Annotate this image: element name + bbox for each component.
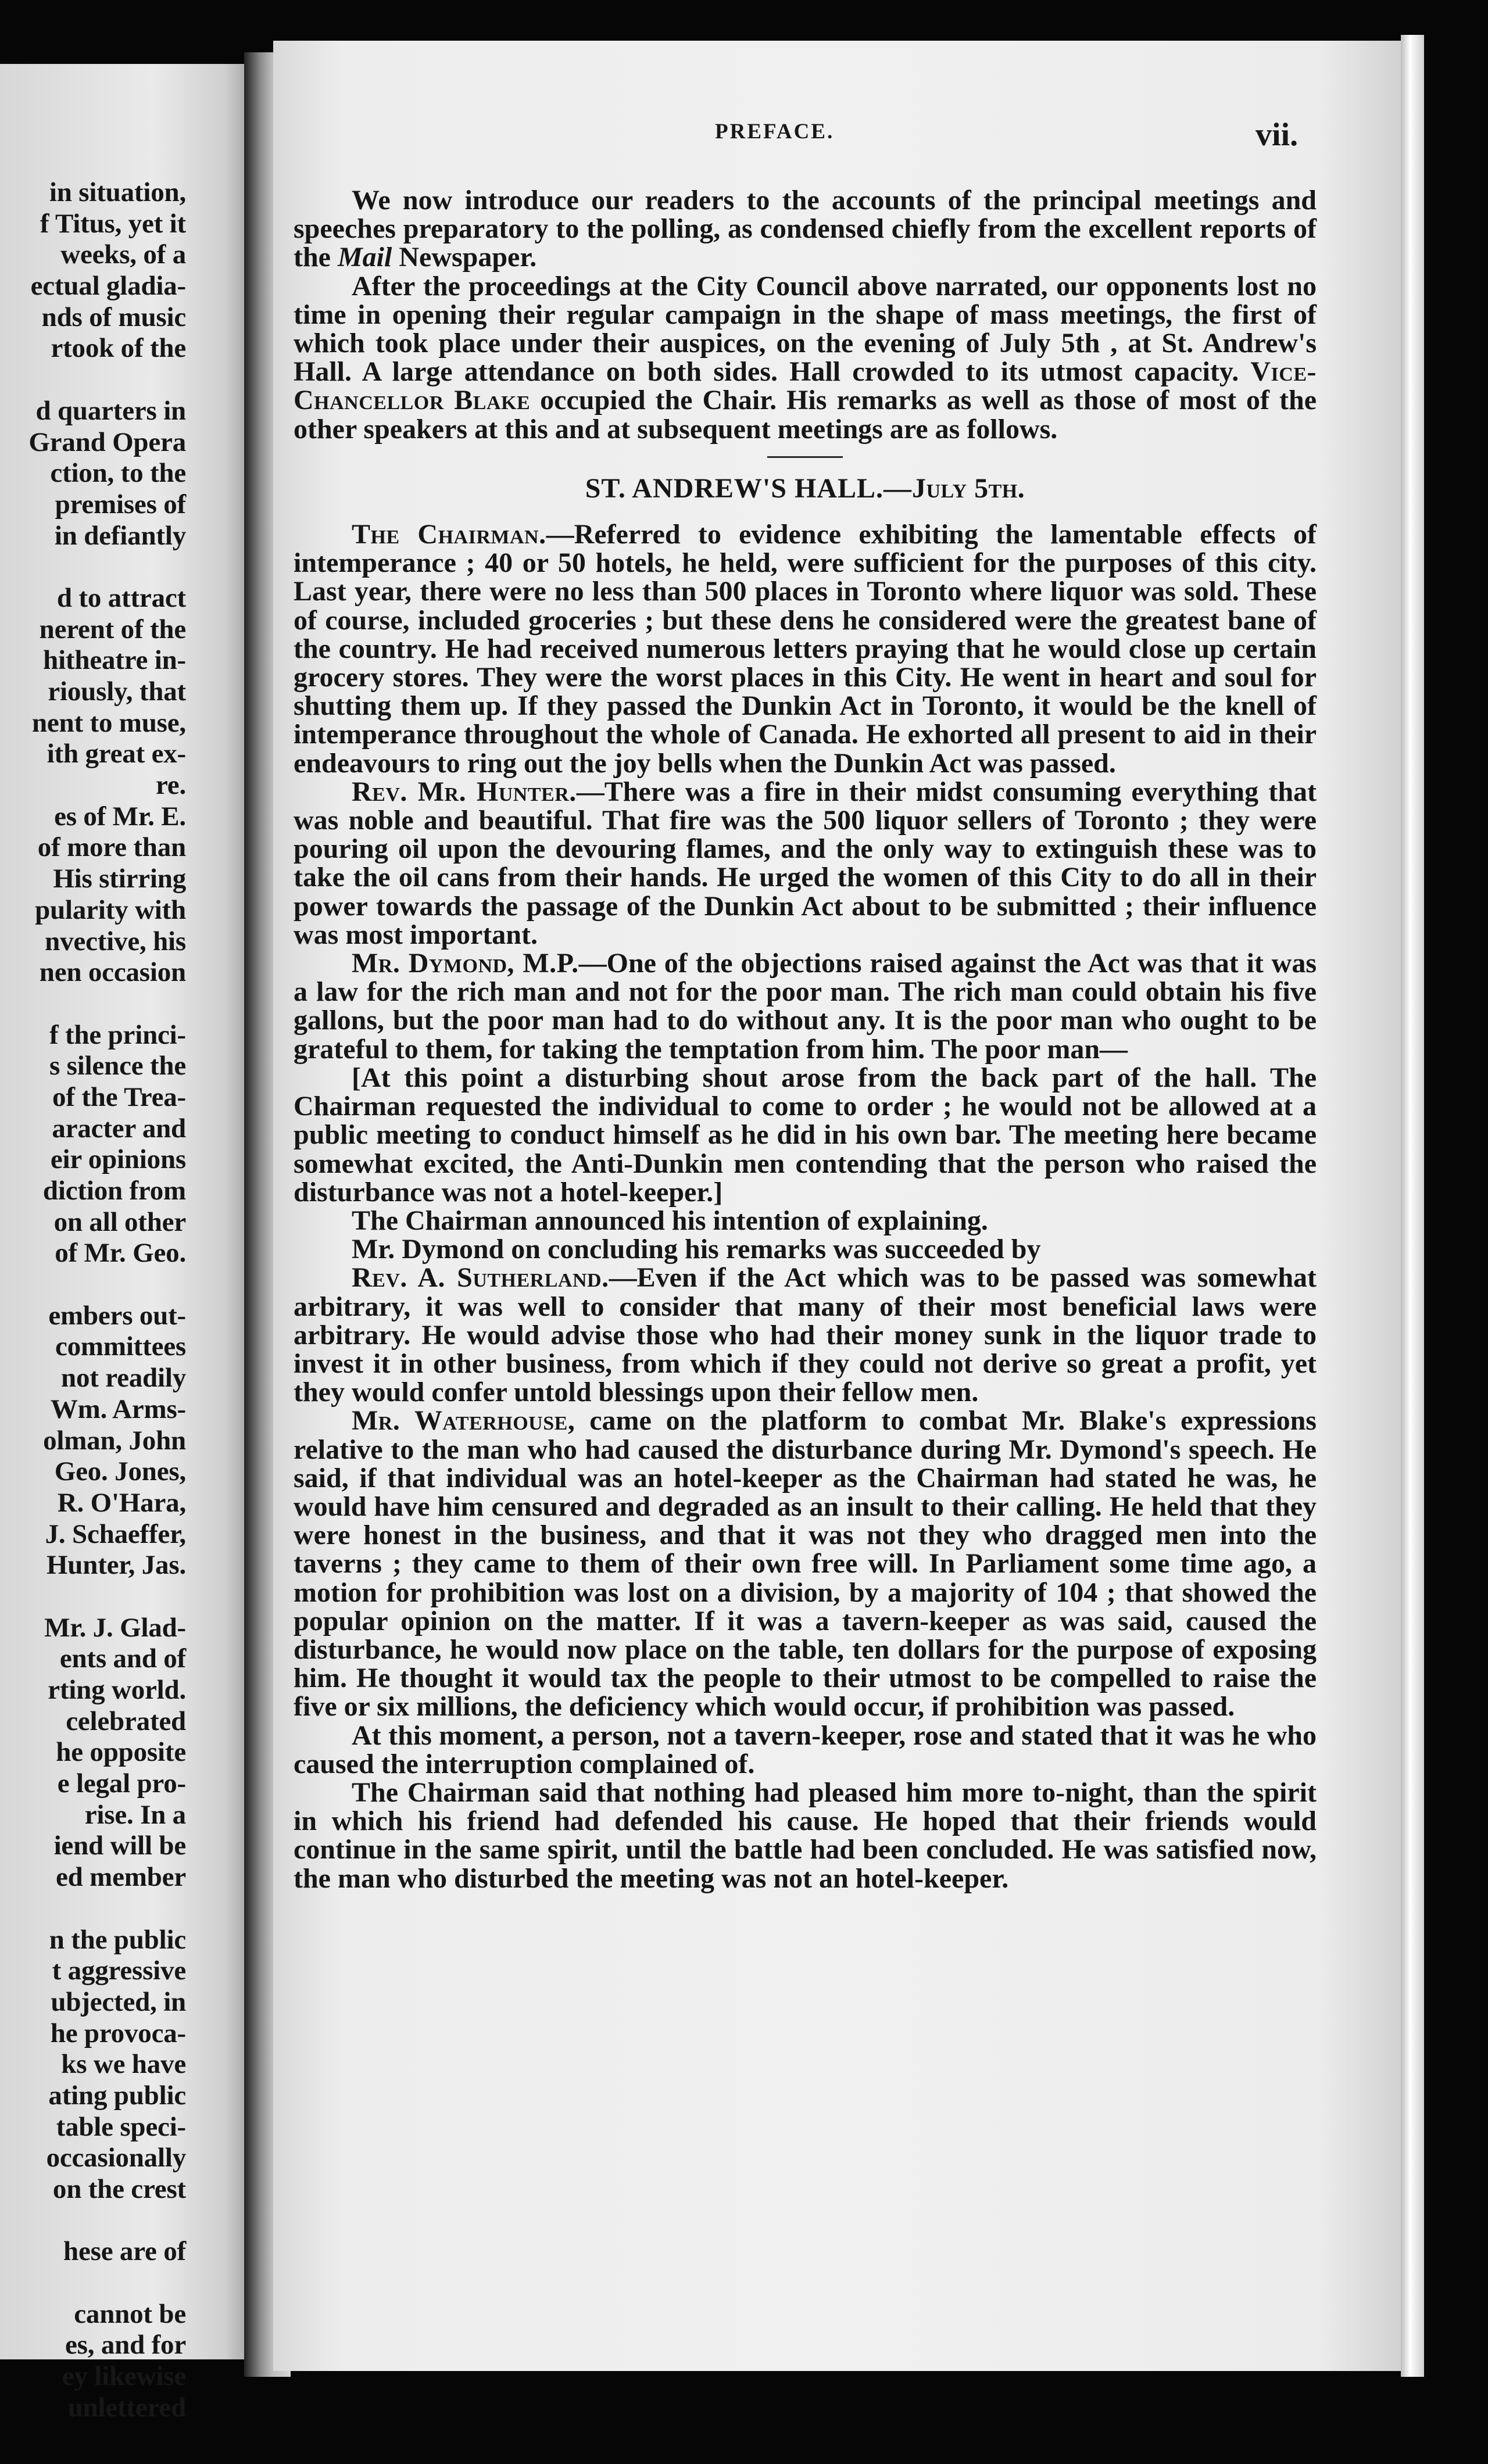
left-page-line: d quarters in [35, 395, 186, 426]
left-page-line: t aggressive [52, 1956, 186, 1986]
left-page-line: premises of [55, 489, 186, 520]
left-page-line: Wm. Arms- [50, 1394, 186, 1424]
left-page-line: re. [155, 770, 186, 801]
left-page-line: iend will be [53, 1831, 186, 1861]
left-page-line [0, 551, 186, 583]
left-page-line: ectual gladia- [30, 271, 186, 302]
left-page-line: of Mr. Geo. [55, 1238, 186, 1269]
left-page-line: rtook of the [51, 333, 186, 364]
body-text [294, 186, 1317, 1893]
left-page-line: f the princi- [49, 1019, 186, 1050]
left-page-line: of more than [37, 832, 186, 863]
left-page-line: ks we have [61, 2049, 186, 2080]
left-page-line: in situation, [49, 177, 186, 207]
left-page-line: embers out- [48, 1300, 186, 1331]
left-page-line: rting world. [48, 1675, 186, 1705]
left-page-line: Geo. Jones, [54, 1456, 186, 1487]
closing-paragraph-2: The Chairman said that nothing had pleased him more to-night, than the spirit in which his friend had defended his cause. He hoped that their friends would continue in the same spirit, until the battle had been concluded. He was satisfied now, the man who disturbed the meeting was not an hotel-keeper. [294, 1777, 1317, 1894]
left-page-line: nerent of the [39, 614, 186, 644]
interruption-note: [At this point a disturbing shout arose from the back part of the hall. The Chairman requested the individual to come to order ; he would not be allowed at a public meeting to conduct himself as he did in his own bar. The meeting here became somewhat excited, the Anti-Dunkin men contending that the person who raised the disturbance was not a hotel-keeper.] [294, 1062, 1317, 1208]
left-page-line: ey likewise [62, 2361, 186, 2392]
left-page-line: riously, that [48, 676, 186, 707]
left-page-line [0, 364, 186, 396]
left-page-line: hitheatre in- [43, 645, 186, 676]
left-page-line: diction from [42, 1176, 186, 1206]
left-page-line [0, 1893, 186, 1925]
page-number: vii. [1256, 117, 1299, 153]
left-page-line: J. Schaeffer, [45, 1518, 186, 1549]
running-head: PREFACE. [715, 120, 835, 144]
left-page-line: ction, to the [50, 458, 186, 489]
left-page-line: nvective, his [45, 926, 186, 957]
left-page-line: Hunter, Jas. [46, 1550, 186, 1581]
left-page-line: es of Mr. E. [54, 801, 186, 832]
section-heading: ST. ANDREW'S HALL.—July 5th. [585, 472, 1025, 504]
left-page-line: cannot be [74, 2298, 186, 2329]
left-page-line: rise. In a [84, 1799, 186, 1830]
section-divider [767, 456, 843, 458]
left-page-line: Grand Opera [28, 427, 186, 457]
left-page-line: of the Trea- [52, 1081, 186, 1112]
left-page-line: nen occasion [39, 957, 186, 988]
left-page-line: His stirring [53, 864, 186, 894]
left-page-line: pularity with [35, 894, 186, 925]
left-page-line: he opposite [56, 1737, 186, 1768]
left-page-line: e legal pro- [57, 1768, 186, 1799]
intro-paragraph-2: After the proceedings at the City Council above narrated, our opponents lost no time in opening their regular campaign in the shape of mass meetings, the first of which took place under their auspices, on the evening of July 5th , at St. Andrew's Hall. A large attendance on both sides. Hall crowded to its utmost capacity. Vice-Chancellor Blake occupied the Chair. His remarks as well as those of most of the other speakers at this and at subsequent meetings are as follows. [294, 270, 1317, 445]
left-page-line: ith great ex- [46, 739, 186, 769]
left-page-line: ed member [56, 1862, 186, 1893]
left-page-line: n the public [49, 1924, 186, 1955]
intro-paragraph-1: We now introduce our readers to the accounts of the principal meetings and speeches preparatory to the polling, as condensed chiefly from the excellent reports of the Mail Newspaper. [294, 185, 1317, 273]
left-page-text [0, 177, 186, 2424]
left-page-line: d to attract [56, 582, 186, 613]
left-page-line: weeks, of a [60, 239, 186, 270]
closing-paragraph-1: At this moment, a person, not a tavern-keeper, rose and stated that it was he who caused the interruption complained of. [294, 1720, 1317, 1779]
left-page-line: R. O'Hara, [57, 1487, 186, 1518]
left-page-line: committees [55, 1331, 186, 1362]
left-page-line: es, and for [65, 2330, 186, 2361]
left-page-line: in defiantly [54, 520, 186, 551]
left-page-line: Mr. J. Glad- [44, 1612, 186, 1643]
left-page-line: ubjected, in [51, 1986, 186, 2017]
left-page-line: celebrated [66, 1706, 186, 1736]
left-page-line: eir opinions [50, 1144, 186, 1175]
left-page-line: nent to muse, [31, 707, 186, 738]
left-page-line: not readily [61, 1363, 186, 1394]
left-page-line: on all other [53, 1206, 186, 1237]
dymond-succeeded: Mr. Dymond on concluding his remarks was succeeded by [352, 1234, 1041, 1265]
left-page-line [0, 989, 186, 1020]
left-page-line [0, 2205, 186, 2237]
left-page-line: he provoca- [50, 2018, 186, 2048]
left-page-line [0, 1269, 186, 1301]
page-edge [1401, 35, 1424, 2377]
speech-hunter: Rev. Mr. Hunter.—There was a fire in their midst consuming everything that was noble and beautiful. That fire was the 500 liquor sellers of Toronto ; they were pouring oil upon the devouring flames, and the only way to extinguish these was to take the oil cans from their hands. He urged the women of this City to do all in their power towards the passage of the Dunkin Act about to be submitted ; their influence was most important. [294, 776, 1317, 950]
left-page-line: olman, John [43, 1425, 186, 1456]
left-page-line: table speci- [56, 2111, 186, 2142]
left-page-line: ents and of [59, 1643, 186, 1674]
chairman-explain: The Chairman announced his intention of explaining. [352, 1205, 988, 1236]
left-page-line [0, 1581, 186, 1613]
speech-waterhouse: Mr. Waterhouse, came on the platform to combat Mr. Blake's expressions relative to the man who had caused the disturbance during Mr. Dymond's speech. He said, if that individual was an hotel-keeper as the Chairman had stated he was, he would have him censured and degraded as an insult to their calling. He held that they were honest in the business, and that it was not they who dragged men into the taverns ; they came to them of their own free will. In Parliament some time ago, a motion for prohibition was lost on a division, by a majority of 104 ; that showed the popular opinion on the matter. If it was a tavern-keeper as was said, caused the disturbance, he would now place on the table, ten dollars for the purpose of exposing him. He thought it would tax the people to their utmost to be compelled to raise the five or six millions, the deficiency which would occur, if prohibition was passed. [294, 1405, 1317, 1722]
left-page-line: occasionally [46, 2143, 186, 2173]
left-page-line: unlettered [67, 2392, 186, 2423]
left-page-line: s silence the [49, 1051, 186, 1081]
left-page-line: nds of music [41, 302, 186, 332]
speech-chairman: The Chairman.—Referred to evidence exhibiting the lamentable effects of intemperance ; 40 or 50 hotels, he held, were sufficient for the purposes of this city. Last year, there were no less than 500 places in Toronto where liquor was sold. These of course, included groceries ; but these dens he considered were the greatest bane of the country. He had received numerous letters praying that he would close up certain grocery stores. They were the worst places in this City. He went in heart and soul for shutting them up. If they passed the Dunkin Act in Toronto, it would be the knell of intemperance throughout the whole of Canada. He exhorted all present to aid in their endeavours to ring out the joy bells when the Dunkin Act was passed. [294, 519, 1317, 779]
left-page-line: aracter and [52, 1113, 186, 1144]
left-page-line: f Titus, yet it [40, 208, 186, 239]
left-page-line: hese are of [63, 2236, 186, 2267]
left-page-line [0, 2268, 186, 2299]
speech-dymond: Mr. Dymond, M.P.—One of the objections raised against the Act was that it was a law for the rich man and not for the poor man. The rich man could obtain his five gallons, but the poor man had to do without any. It is the poor man who ought to be grateful to them, for taking the temptation from him. The poor man— [294, 948, 1317, 1065]
left-page-fragment [0, 64, 256, 2423]
speech-sutherland: Rev. A. Sutherland.—Even if the Act which was to be passed was somewhat arbitrary, it was well to consider that many of their most beneficial laws were arbitrary. He would advise those who had their money sunk in the liquor trade to invest it in other business, from which if they could not derive so great a profit, yet they would confer untold blessings upon their fellow men. [294, 1262, 1317, 1408]
left-page-line: on the crest [52, 2174, 186, 2204]
left-page-line: ating public [48, 2080, 186, 2111]
